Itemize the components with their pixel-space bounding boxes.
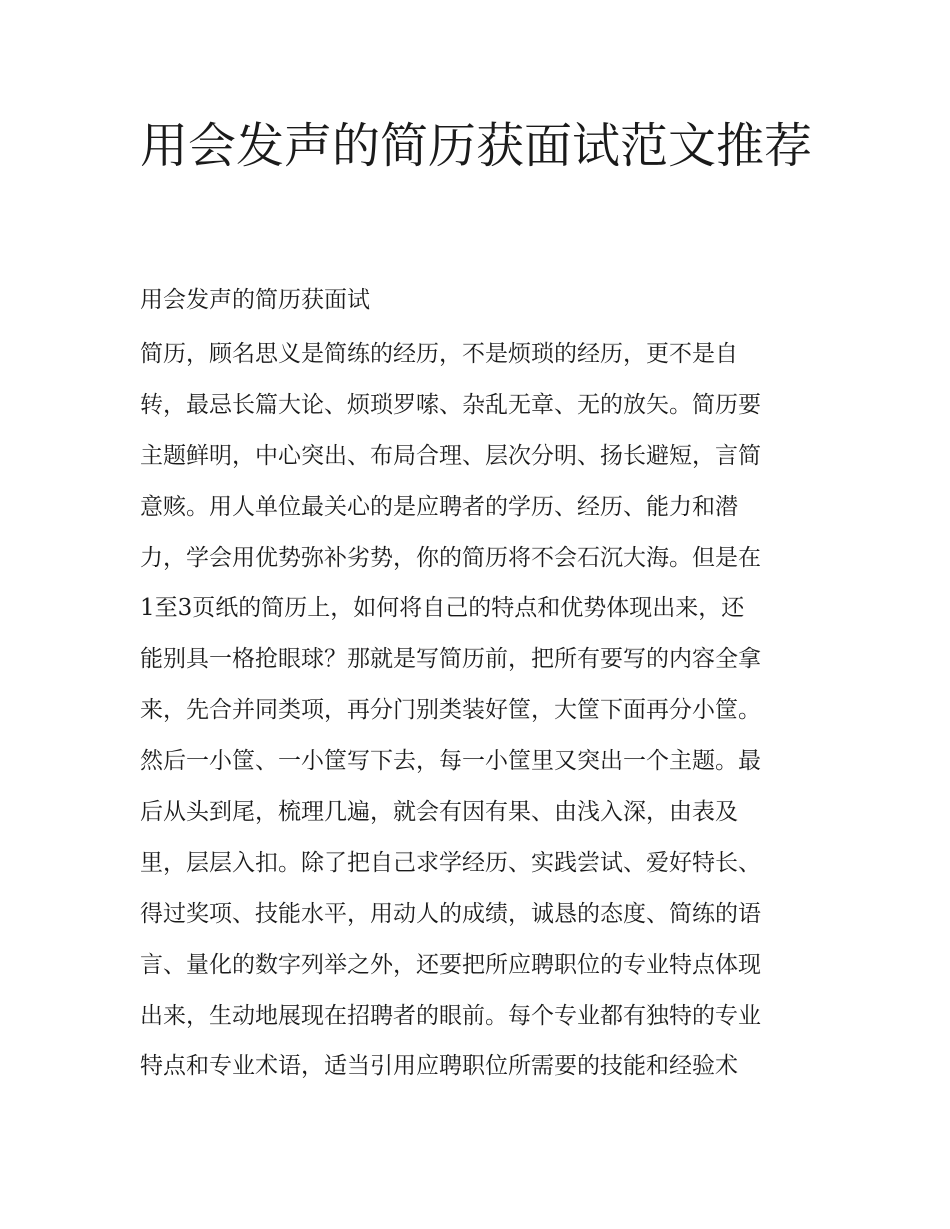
document-title: 用会发声的简历获面试范文推荐 bbox=[140, 118, 813, 174]
body-line: 来，先合并同类项，再分门别类装好筐，大筐下面再分小筐。 bbox=[140, 697, 761, 724]
body-line: 力，学会用优势弥补劣势，你的简历将不会石沉大海。但是在 bbox=[140, 544, 761, 571]
body-line: 转，最忌长篇大论、烦琐罗嗦、杂乱无章、无的放矢。简历要 bbox=[140, 391, 761, 418]
body-line: 得过奖项、技能水平，用动人的成绩，诚恳的态度、简练的语 bbox=[140, 900, 761, 927]
body-line: 简历，顾名思义是简练的经历，不是烦琐的经历，更不是自 bbox=[140, 341, 738, 367]
body-line: 特点和专业术语，适当引用应聘职位所需要的技能和经验术 bbox=[140, 1053, 738, 1080]
body-line: 意赅。用人单位最关心的是应聘者的学历、经历、能力和潜 bbox=[140, 493, 738, 520]
body-line: 里，层层入扣。除了把自己求学经历、实践尝试、爱好特长、 bbox=[140, 849, 761, 876]
body-line: 1至3页纸的简历上，如何将自己的特点和优势体现出来，还 bbox=[140, 595, 745, 622]
document-subtitle: 用会发声的简历获面试 bbox=[140, 287, 370, 313]
body-line: 言、量化的数字列举之外，还要把所应聘职位的专业特点体现 bbox=[140, 951, 761, 978]
body-line: 出来，生动地展现在招聘者的眼前。每个专业都有独特的专业 bbox=[140, 1002, 761, 1029]
body-line: 然后一小筐、一小筐写下去，每一小筐里又突出一个主题。最 bbox=[140, 748, 761, 775]
body-line: 能别具一格抢眼球？那就是写简历前，把所有要写的内容全拿 bbox=[140, 646, 761, 673]
body-line: 主题鲜明，中心突出、布局合理、层次分明、扬长避短，言简 bbox=[140, 442, 761, 469]
body-line: 后从头到尾，梳理几遍，就会有因有果、由浅入深，由表及 bbox=[140, 799, 738, 826]
document-body bbox=[140, 334, 820, 1097]
